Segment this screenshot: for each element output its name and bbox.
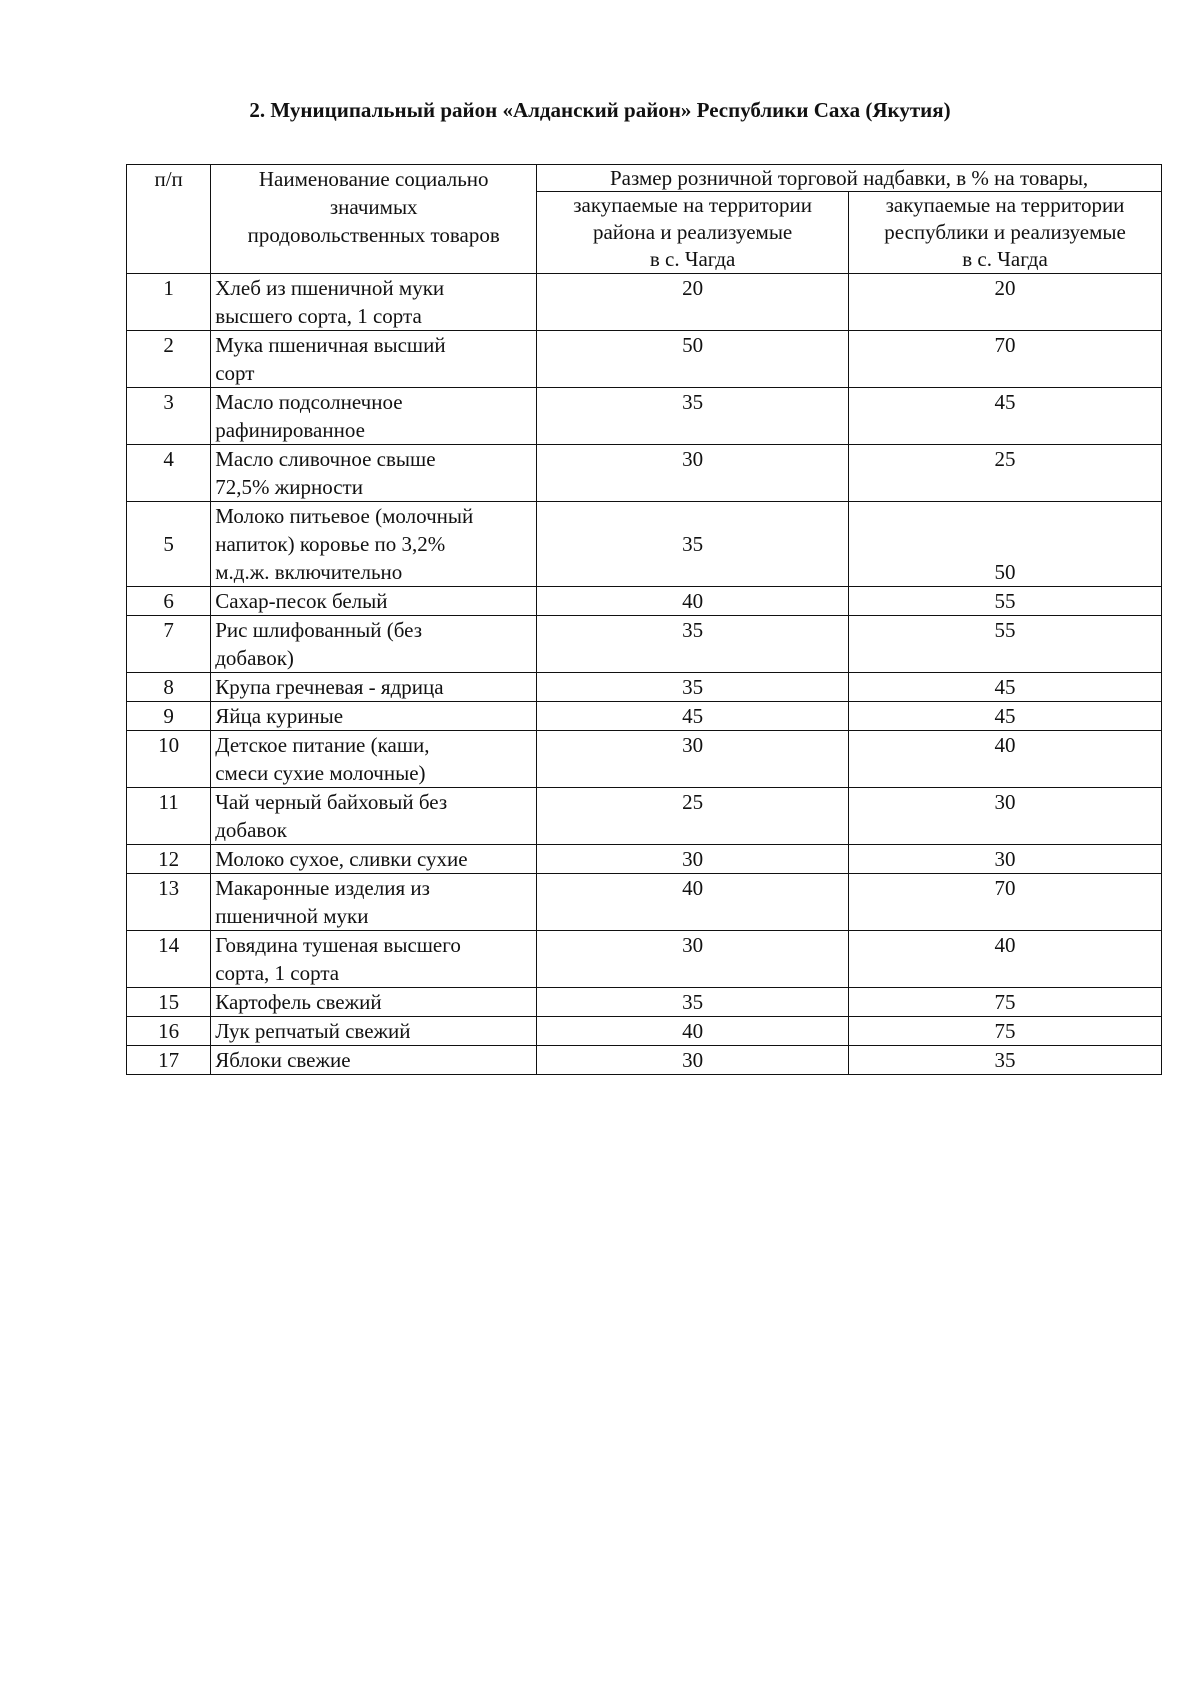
- row-number: 16: [127, 1017, 211, 1046]
- product-name: Масло сливочное свыше 72,5% жирности: [211, 445, 537, 502]
- product-name: Детское питание (каши, смеси сухие молочные): [211, 731, 537, 788]
- markup-district: 50: [537, 331, 849, 388]
- row-number: 2: [127, 331, 211, 388]
- table-row: [127, 874, 1162, 931]
- table-row: [127, 274, 1162, 331]
- markup-republic: 30: [849, 788, 1162, 845]
- markup-republic: 55: [849, 616, 1162, 673]
- markup-district: 35: [537, 502, 849, 587]
- product-name: Рис шлифованный (без добавок): [211, 616, 537, 673]
- product-name: Сахар-песок белый: [211, 587, 537, 616]
- markup-republic: 25: [849, 445, 1162, 502]
- product-name: Молоко сухое, сливки сухие: [211, 845, 537, 874]
- product-name: Макаронные изделия из пшеничной муки: [211, 874, 537, 931]
- product-name: Масло подсолнечное рафинированное: [211, 388, 537, 445]
- product-name: Хлеб из пшеничной муки высшего сорта, 1 сорта: [211, 274, 537, 331]
- table-body: [127, 274, 1162, 1075]
- markup-district: 25: [537, 788, 849, 845]
- row-number: 13: [127, 874, 211, 931]
- product-name: Яйца куриные: [211, 702, 537, 731]
- header-group: Размер розничной торговой надбавки, в % на товары,: [537, 165, 1162, 192]
- table-row: [127, 331, 1162, 388]
- markup-republic: 75: [849, 988, 1162, 1017]
- markup-district: 40: [537, 1017, 849, 1046]
- markup-district: 35: [537, 673, 849, 702]
- row-number: 14: [127, 931, 211, 988]
- header-num: п/п: [127, 165, 211, 274]
- table-row: [127, 788, 1162, 845]
- product-name: Лук репчатый свежий: [211, 1017, 537, 1046]
- product-name: Говядина тушеная высшего сорта, 1 сорта: [211, 931, 537, 988]
- row-number: 10: [127, 731, 211, 788]
- markup-republic: 35: [849, 1046, 1162, 1075]
- product-name: Крупа гречневая - ядрица: [211, 673, 537, 702]
- row-number: 1: [127, 274, 211, 331]
- markup-district: 35: [537, 988, 849, 1017]
- header-col-republic: закупаемые на территории республики и реализуемые в с. Чагда: [849, 192, 1162, 274]
- markup-republic: 45: [849, 388, 1162, 445]
- product-name: Молоко питьевое (молочный напиток) коровье по 3,2% м.д.ж. включительно: [211, 502, 537, 587]
- table-row: [127, 931, 1162, 988]
- markup-district: 30: [537, 931, 849, 988]
- table-row: [127, 1046, 1162, 1075]
- row-number: 12: [127, 845, 211, 874]
- row-number: 8: [127, 673, 211, 702]
- table-row: [127, 731, 1162, 788]
- product-name: Яблоки свежие: [211, 1046, 537, 1075]
- table-row: [127, 1017, 1162, 1046]
- markup-district: 35: [537, 616, 849, 673]
- markup-district: 30: [537, 845, 849, 874]
- markup-republic: 40: [849, 931, 1162, 988]
- table-row: [127, 616, 1162, 673]
- header-row: [127, 165, 1162, 192]
- product-name: Картофель свежий: [211, 988, 537, 1017]
- row-number: 17: [127, 1046, 211, 1075]
- markup-republic: 50: [849, 502, 1162, 587]
- row-number: 6: [127, 587, 211, 616]
- markup-district: 40: [537, 874, 849, 931]
- markup-republic: 20: [849, 274, 1162, 331]
- row-number: 3: [127, 388, 211, 445]
- markup-republic: 30: [849, 845, 1162, 874]
- table-row: [127, 988, 1162, 1017]
- markup-district: 40: [537, 587, 849, 616]
- markup-district: 30: [537, 445, 849, 502]
- markup-district: 30: [537, 1046, 849, 1075]
- row-number: 15: [127, 988, 211, 1017]
- table-row: [127, 702, 1162, 731]
- product-name: Мука пшеничная высший сорт: [211, 331, 537, 388]
- row-number: 4: [127, 445, 211, 502]
- markup-table: [126, 164, 1162, 1075]
- markup-republic: 70: [849, 874, 1162, 931]
- table-row: [127, 845, 1162, 874]
- markup-republic: 40: [849, 731, 1162, 788]
- row-number: 11: [127, 788, 211, 845]
- table-row: [127, 502, 1162, 587]
- header-col-district: закупаемые на территории района и реализуемые в с. Чагда: [537, 192, 849, 274]
- markup-republic: 75: [849, 1017, 1162, 1046]
- row-number: 5: [127, 502, 211, 587]
- markup-republic: 55: [849, 587, 1162, 616]
- table-header: [127, 165, 1162, 274]
- header-name: Наименование социально значимых продовольственных товаров: [211, 165, 537, 274]
- markup-republic: 45: [849, 702, 1162, 731]
- markup-district: 20: [537, 274, 849, 331]
- table-row: [127, 388, 1162, 445]
- markup-republic: 45: [849, 673, 1162, 702]
- product-name: Чай черный байховый без добавок: [211, 788, 537, 845]
- row-number: 7: [127, 616, 211, 673]
- document-title: 2. Муниципальный район «Алданский район» Республики Саха (Якутия): [249, 98, 951, 122]
- table-row: [127, 587, 1162, 616]
- row-number: 9: [127, 702, 211, 731]
- markup-republic: 70: [849, 331, 1162, 388]
- markup-district: 45: [537, 702, 849, 731]
- table-row: [127, 445, 1162, 502]
- table-row: [127, 673, 1162, 702]
- markup-district: 35: [537, 388, 849, 445]
- markup-district: 30: [537, 731, 849, 788]
